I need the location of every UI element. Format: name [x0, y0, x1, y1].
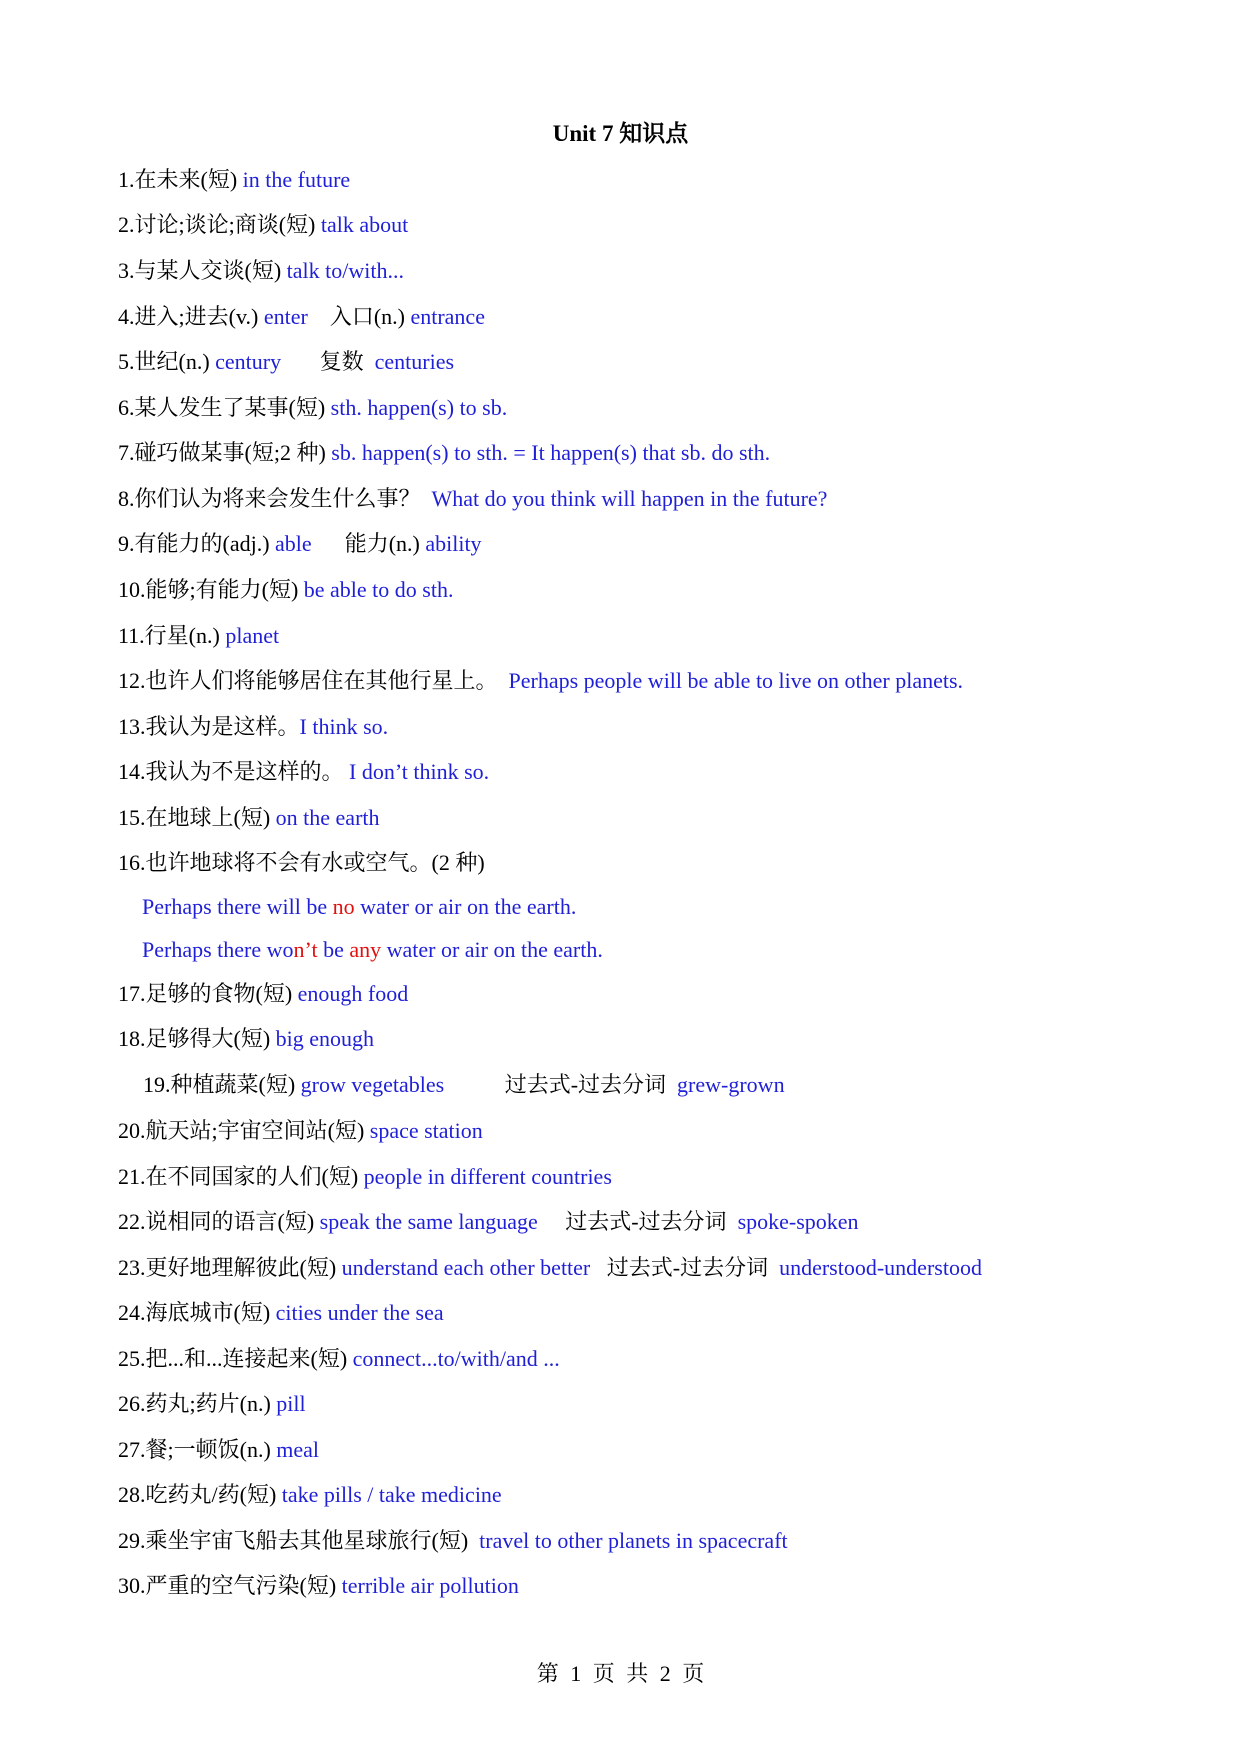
- item-english: Perhaps people will be able to live on other planets.: [508, 668, 964, 693]
- item-chinese-extra: 过去式-过去分词: [590, 1255, 780, 1280]
- list-item: [118, 977, 408, 1011]
- item16-sentence-2: [142, 933, 603, 967]
- list-item: [118, 1205, 859, 1239]
- item-chinese: 1.在未来(短): [118, 167, 243, 192]
- list-item: [118, 664, 963, 698]
- item-english: I think so.: [299, 714, 389, 739]
- item-chinese: 26.药丸;药片(n.): [118, 1391, 277, 1416]
- item-english-extra: grew-grown: [677, 1072, 785, 1097]
- sentence-part: water or air on the earth.: [381, 937, 603, 962]
- item-chinese-extra: 过去式-过去分词: [537, 1209, 738, 1234]
- item-english: sth. happen(s) to sb.: [330, 395, 508, 420]
- item-english: speak the same language: [319, 1209, 538, 1234]
- list-item: [118, 619, 279, 653]
- sentence-part: be: [317, 937, 350, 962]
- item-english-extra: spoke-spoken: [737, 1209, 859, 1234]
- item-english-extra: ability: [425, 531, 482, 556]
- item-english: terrible air pollution: [341, 1573, 519, 1598]
- item-english: meal: [276, 1437, 320, 1462]
- item-chinese: 29.乘坐宇宙飞船去其他星球旅行(短): [118, 1528, 480, 1553]
- list-item: [118, 208, 408, 242]
- list-item: [118, 1387, 306, 1421]
- item-chinese: 15.在地球上(短): [118, 805, 276, 830]
- item-chinese: 21.在不同国家的人们(短): [118, 1164, 364, 1189]
- list-item: [118, 1296, 444, 1330]
- item-chinese-extra: 入口(n.): [307, 304, 411, 329]
- list-item: [118, 1114, 483, 1148]
- item-english: big enough: [275, 1026, 375, 1051]
- sentence-highlight: any: [349, 937, 382, 962]
- sentence-highlight: no: [332, 894, 355, 919]
- item-english: on the earth: [275, 805, 380, 830]
- list-item: [118, 755, 489, 789]
- item-chinese: 12.也许人们将能够居住在其他行星上。: [118, 668, 509, 693]
- sentence-part: Perhaps there will be: [142, 894, 333, 919]
- item-english: pill: [276, 1391, 306, 1416]
- item-chinese: 14.我认为不是这样的。: [118, 759, 350, 784]
- list-item: [118, 1569, 519, 1603]
- sentence-part: Perhaps there wo: [142, 937, 294, 962]
- item-english: talk to/with...: [286, 258, 404, 283]
- page-footer: 第 1 页 共 2 页: [536, 1661, 705, 1686]
- item-english: be able to do sth.: [303, 577, 454, 602]
- list-item: [143, 1068, 785, 1102]
- item-english: grow vegetables: [300, 1072, 445, 1097]
- item-english: sb. happen(s) to sth. = It happen(s) that sb. do sth.: [331, 440, 771, 465]
- item-chinese: 13.我认为是这样。: [118, 714, 300, 739]
- list-item: [118, 1251, 982, 1285]
- sentence-part: water or air on the earth.: [354, 894, 577, 919]
- list-item: [118, 573, 453, 607]
- item-english: planet: [225, 623, 280, 648]
- item-chinese-extra: 复数: [281, 349, 375, 374]
- item-english: travel to other planets in spacecraft: [479, 1528, 788, 1553]
- item-chinese: 8.你们认为将来会发生什么事？: [118, 486, 432, 511]
- list-item: [118, 482, 827, 516]
- list-item: [118, 1433, 319, 1467]
- item-english: talk about: [320, 212, 409, 237]
- item-chinese: 17.足够的食物(短): [118, 981, 298, 1006]
- item-english: able: [275, 531, 312, 556]
- list-item: [118, 710, 388, 744]
- item-chinese: 20.航天站;宇宙空间站(短): [118, 1118, 370, 1143]
- item-chinese: 9.有能力的(adj.): [118, 531, 276, 556]
- item-chinese: 16.也许地球将不会有水或空气。(2 种): [118, 850, 485, 875]
- item-chinese: 18.足够得大(短): [118, 1026, 276, 1051]
- item-chinese: 23.更好地理解彼此(短): [118, 1255, 342, 1280]
- item-english: enough food: [297, 981, 409, 1006]
- item-chinese: 22.说相同的语言(短): [118, 1209, 320, 1234]
- item-english: take pills / take medicine: [281, 1482, 502, 1507]
- item16-sentence-1: [142, 890, 576, 924]
- item-chinese: 6.某人发生了某事(短): [118, 395, 331, 420]
- item-chinese: 25.把...和...连接起来(短): [118, 1346, 353, 1371]
- list-item: [118, 527, 482, 561]
- item-english-extra: entrance: [410, 304, 485, 329]
- item-english: space station: [369, 1118, 483, 1143]
- list-item: [118, 801, 380, 835]
- list-item: [118, 1022, 374, 1056]
- list-item: [118, 391, 507, 425]
- list-item: [118, 345, 454, 379]
- item-english: understand each other better: [341, 1255, 591, 1280]
- list-item: [118, 1524, 788, 1558]
- item-chinese-extra: 过去式-过去分词: [444, 1072, 678, 1097]
- list-item: [118, 436, 770, 470]
- item-chinese: 5.世纪(n.): [118, 349, 216, 374]
- item-chinese-extra: 能力(n.): [311, 531, 426, 556]
- item-chinese: 3.与某人交谈(短): [118, 258, 287, 283]
- sentence-highlight: n’t: [293, 937, 318, 962]
- item-chinese: 2.讨论;谈论;商谈(短): [118, 212, 321, 237]
- item-chinese: 24.海底城市(短): [118, 1300, 276, 1325]
- list-item: [118, 163, 350, 197]
- item-chinese: 27.餐;一顿饭(n.): [118, 1437, 277, 1462]
- list-item: [118, 254, 404, 288]
- list-item: [118, 1342, 560, 1376]
- item-english-extra: centuries: [374, 349, 455, 374]
- item-english: enter: [263, 304, 308, 329]
- item-english: in the future: [242, 167, 351, 192]
- list-item: [118, 300, 485, 334]
- list-item: [118, 846, 485, 880]
- item-chinese: 19.种植蔬菜(短): [143, 1072, 301, 1097]
- list-item: [118, 1478, 502, 1512]
- item-english: people in different countries: [363, 1164, 612, 1189]
- item-chinese: 10.能够;有能力(短): [118, 577, 304, 602]
- item-chinese: 30.严重的空气污染(短): [118, 1573, 342, 1598]
- item-english: connect...to/with/and ...: [352, 1346, 560, 1371]
- item-english: I don’t think so.: [349, 759, 490, 784]
- item-chinese: 7.碰巧做某事(短;2 种): [118, 440, 332, 465]
- item-english-extra: understood-understood: [779, 1255, 982, 1280]
- item-chinese: 4.进入;进去(v.): [118, 304, 264, 329]
- item-english: What do you think will happen in the future?: [431, 486, 828, 511]
- page-title: Unit 7 知识点: [552, 121, 689, 146]
- list-item: [118, 1160, 612, 1194]
- item-chinese: 11.行星(n.): [118, 623, 226, 648]
- item-english: cities under the sea: [275, 1300, 444, 1325]
- item-chinese: 28.吃药丸/药(短): [118, 1482, 282, 1507]
- item-english: century: [215, 349, 282, 374]
